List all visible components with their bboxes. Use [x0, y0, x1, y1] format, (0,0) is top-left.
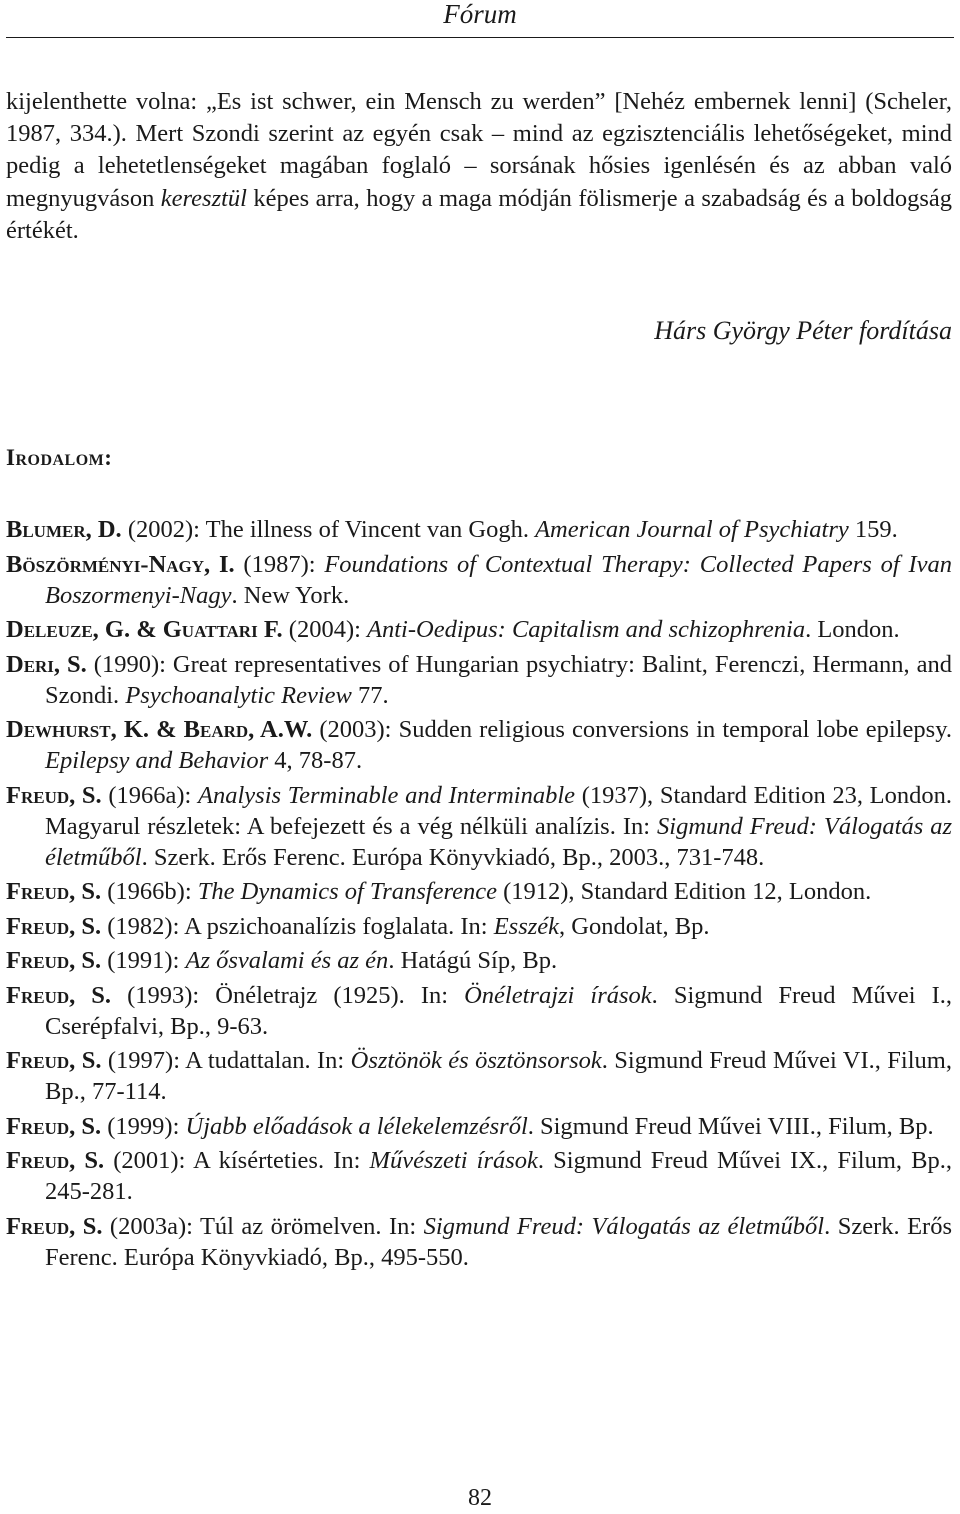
reference-text: 77. — [351, 681, 389, 709]
reference-title: Epilepsy and Behavior — [45, 747, 269, 774]
reference-title: Önéletrajzi írások — [464, 981, 652, 1009]
reference-title: Anti-Oedipus: Capitalism and schizophrenia — [367, 616, 806, 643]
reference-entry — [6, 876, 952, 907]
reference-text: (1966b): — [101, 878, 198, 905]
reference-entry — [6, 714, 952, 776]
reference-text: (1912), Standard Edition 12, London. — [496, 878, 872, 905]
reference-entry — [6, 514, 952, 545]
reference-text: . Szerk. Erős Ferenc. Európa Könyvkiadó, Bp., 2003., 731-748. — [141, 843, 765, 871]
reference-entry — [6, 1111, 952, 1142]
reference-text: (2004): — [282, 616, 368, 643]
page-number: 82 — [468, 1485, 492, 1511]
translator-credit: Hárs György Péter fordítása — [654, 316, 952, 345]
reference-text: (1937), Standard Edition 23, London. Magyarul részletek: A befejezett és a vég nélküli analízis. In: — [45, 781, 953, 840]
reference-author: Freud, S. — [6, 878, 102, 905]
reference-author: Freud, S. — [6, 1147, 105, 1174]
reference-title: American Journal of Psychiatry — [535, 516, 849, 543]
reference-text: , Gondolat, Bp. — [559, 912, 710, 940]
reference-author: Deri, S. — [6, 650, 87, 678]
reference-text: . Hatágú Síp, Bp. — [388, 947, 558, 974]
reference-text: . Sigmund Freud Művei I., Cserépfalvi, Bp., 9-63. — [45, 981, 952, 1040]
body-paragraph — [6, 86, 952, 247]
reference-text: 159. — [848, 516, 898, 543]
reference-entry — [6, 1211, 952, 1273]
reference-author: Freud, S. — [6, 1112, 102, 1140]
reference-entry — [6, 780, 952, 873]
reference-author: Freud, S. — [6, 781, 102, 809]
reference-title: Művészeti írások — [369, 1147, 538, 1174]
reference-text: (1999): — [101, 1112, 186, 1140]
reference-text: . Sigmund Freud Művei VIII., Filum, Bp. — [527, 1112, 934, 1140]
reference-text: . New York. — [231, 581, 350, 609]
reference-text: . Sigmund Freud Művei IX., Filum, Bp., 245-281. — [45, 1147, 952, 1205]
reference-author: Freud, S. — [6, 947, 102, 974]
reference-title: Az ősvalami és az én — [185, 947, 389, 974]
body-text-part-2: képes arra, hogy a maga módján fölismerje a szabadság és a boldogság értékét. — [6, 184, 952, 244]
reference-text: (2003): Sudden religious conversions in temporal lobe epilepsy. — [312, 716, 952, 743]
reference-text: (1982): A pszichoanalízis foglalata. In: — [101, 912, 494, 940]
reference-title: Újabb előadások a lélekelemzésről — [185, 1112, 528, 1140]
reference-text: (2002): The illness of Vincent van Gogh. — [121, 516, 536, 543]
reference-text: . Sigmund Freud Művei VI., Filum, Bp., 77-114. — [45, 1047, 952, 1105]
reference-text: (1991): — [101, 947, 186, 974]
body-text-part-1: kijelenthette volna: „Es ist schwer, ein Mensch zu werden” [Nehéz embernek lenni] (Scheler, 1987, 334.). Mert Szondi szerint az egyén csak – mind az egzisztenciális lehetőségeket, mind pedig a lehetetlenségeket magában foglaló – sorsának hősies igenlésén és az abban való megnyugváson — [6, 88, 952, 212]
header-rule — [6, 37, 954, 38]
reference-entry — [6, 980, 952, 1042]
reference-author: Freud, S. — [6, 1047, 102, 1074]
reference-text: (1993): Önéletrajz (1925). In: — [111, 981, 465, 1009]
reference-title: Sigmund Freud: Válogatás az életműből — [423, 1212, 825, 1240]
reference-text: 4, 78-87. — [268, 747, 363, 774]
reference-author: Freud, S. — [6, 981, 112, 1009]
reference-list — [6, 514, 952, 1276]
reference-title: Foundations of Contextual Therapy: Collected Papers of Ivan Boszormenyi-Nagy — [45, 550, 953, 609]
reference-author: Dewhurst, K. & Beard, A.W. — [6, 716, 313, 743]
reference-text: (1966a): — [101, 781, 199, 809]
reference-title: Sigmund Freud: Válogatás az életműből — [45, 812, 952, 871]
references-heading: Irodalom: — [6, 445, 113, 470]
reference-entry — [6, 1145, 952, 1207]
reference-author: Böszörményi-Nagy, I. — [6, 550, 235, 578]
reference-entry — [6, 1045, 952, 1107]
reference-text: (1987): — [234, 550, 325, 578]
reference-entry — [6, 945, 952, 976]
body-text-emphasis: keresztül — [160, 184, 247, 212]
reference-title: Analysis Terminable and Interminable — [198, 781, 576, 809]
reference-text: (1997): A tudattalan. In: — [101, 1047, 351, 1074]
reference-entry — [6, 614, 952, 645]
reference-author: Deleuze, G. & Guattari F. — [6, 616, 283, 643]
reference-text: (2003a): Túl az örömelven. In: — [102, 1212, 424, 1240]
reference-author: Freud, S. — [6, 912, 102, 940]
reference-entry — [6, 649, 952, 711]
reference-text: (2001): A kísérteties. In: — [104, 1147, 370, 1174]
reference-title: Psychoanalytic Review — [125, 681, 352, 709]
reference-title: Esszék — [493, 912, 560, 940]
reference-text: . London. — [805, 616, 900, 643]
reference-entry — [6, 911, 952, 942]
reference-title: The Dynamics of Transference — [197, 878, 497, 905]
reference-entry — [6, 549, 952, 611]
running-header: Fórum — [443, 0, 517, 29]
reference-text: . Szerk. Erős Ferenc. Európa Könyvkiadó, Bp., 495-550. — [45, 1212, 952, 1271]
reference-text: (1990): Great representatives of Hungarian psychiatry: Balint, Ferenczi, Hermann, and Szondi. — [45, 650, 952, 709]
reference-title: Ösztönök és ösztönsorsok — [350, 1047, 602, 1074]
reference-author: Blumer, D. — [6, 516, 122, 543]
reference-author: Freud, S. — [6, 1212, 103, 1240]
